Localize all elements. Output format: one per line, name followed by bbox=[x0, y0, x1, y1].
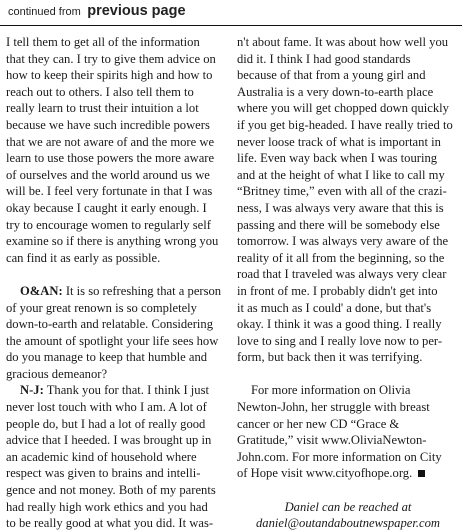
text-line: because of that from a young girl and bbox=[237, 68, 426, 83]
text-line: in front of me. I probably didn't get into bbox=[237, 283, 438, 298]
text-line: John.com. For more information on City bbox=[237, 449, 442, 464]
text-line: For more information on Olivia bbox=[251, 383, 411, 398]
text-line: of ourselves and the world around us we bbox=[6, 167, 210, 182]
text-line: reach out to others. I also tell them to bbox=[6, 84, 194, 99]
text-line: learn to use those powers the more aware bbox=[6, 151, 215, 166]
article-column-right bbox=[237, 34, 459, 532]
text-line: form, but back then it was terrifying. bbox=[237, 350, 423, 365]
text-line: do you manage to keep that humble and bbox=[6, 350, 208, 365]
text-line: if you get big-headed. I have really tried to bbox=[237, 117, 453, 132]
answer-first-line bbox=[6, 382, 229, 399]
text-line: okay because I caught it early enough. I bbox=[6, 200, 207, 215]
text-line: love to sing and I really love now to per- bbox=[237, 333, 443, 348]
text-line: can find it as early as possible. bbox=[6, 250, 161, 265]
text-line: gracious demeanor? bbox=[6, 366, 108, 381]
speaker-oan: O&AN: bbox=[20, 283, 63, 298]
continued-header bbox=[8, 2, 186, 20]
byline-line: Daniel can be reached at bbox=[284, 499, 412, 514]
text-line: how to keep their spirits high and how to bbox=[6, 68, 213, 83]
text-line: where you will get chopped down quickly bbox=[237, 101, 449, 116]
text-line: life. Even way back when I was touring bbox=[237, 151, 438, 166]
article-column-left bbox=[6, 34, 229, 532]
author-byline bbox=[237, 499, 459, 532]
text-line: of Hope visit www.cityofhope.org. bbox=[237, 466, 413, 481]
text-line: of your great renown is so completely bbox=[6, 300, 197, 315]
text-line: did it. I think I had good standards bbox=[237, 51, 411, 66]
text-line: that we are not aware of and the more we bbox=[6, 134, 215, 149]
paragraph-answer-continued bbox=[237, 34, 459, 366]
text-line: respect was given to brains and intelli- bbox=[6, 466, 201, 481]
last-info-line bbox=[237, 465, 459, 482]
text-line: try to encourage women to regularly self bbox=[6, 217, 211, 232]
text-line: n't about fame. It was about how well you bbox=[237, 35, 449, 49]
paragraph-gap bbox=[6, 266, 229, 283]
text-line: really learn to trust their intuition a lot bbox=[6, 101, 199, 116]
text-line: Australia is a very down-to-earth place bbox=[237, 84, 434, 99]
text-line: ness, I was always very aware that this is bbox=[237, 200, 444, 215]
text-line: the amount of spotlight your life sees how bbox=[6, 333, 219, 348]
text-line: people do, but I had a lot of really good bbox=[6, 416, 206, 431]
text-line: never loose track of what is important in bbox=[237, 134, 441, 149]
continued-from-label: continued from bbox=[8, 6, 81, 18]
previous-page-label: previous page bbox=[87, 3, 186, 19]
text-line: had really high work ethics and you had bbox=[6, 499, 208, 514]
text-line: tomorrow. I was always very aware of the bbox=[237, 234, 449, 249]
text-line: okay. I think it was a good thing. I really bbox=[237, 317, 442, 332]
text-line: advice that I heeded. I was brought up in bbox=[6, 433, 212, 448]
paragraph-gap bbox=[237, 366, 459, 383]
text-line: never lost touch with who I am. A lot of bbox=[6, 400, 207, 415]
more-info-paragraph bbox=[237, 382, 459, 482]
answer-text: Thank you for that. I think I just bbox=[43, 383, 209, 398]
text-line: down-to-earth and relatable. Considering bbox=[6, 317, 214, 332]
text-line: I tell them to get all of the information bbox=[6, 35, 200, 49]
text-line: Newton-John, her struggle with breast bbox=[237, 400, 430, 415]
text-line: because we have such incredible powers bbox=[6, 117, 210, 132]
end-mark-icon bbox=[418, 470, 425, 477]
text-line: road that I traveled was always very clear bbox=[237, 267, 447, 282]
text-line: reality of it all from the beginning, so the bbox=[237, 250, 445, 265]
text-line: to be really good at what you did. It was- bbox=[6, 516, 214, 531]
text-line: and at the height of what I like to call my bbox=[237, 167, 445, 182]
text-line: will be. I feel very fortunate in that I was bbox=[6, 184, 213, 199]
text-line: gence and not money. Both of my parents bbox=[6, 483, 216, 498]
text-line: passing and there will be somebody else bbox=[237, 217, 440, 232]
answer-nj bbox=[6, 382, 229, 531]
text-line: it as much as I could' a done, but that's bbox=[237, 300, 432, 315]
question-text: It is so refreshing that a person bbox=[62, 283, 222, 298]
question-oan bbox=[6, 283, 229, 383]
text-line: examine so if there is anything wrong you bbox=[6, 234, 219, 249]
question-first-line bbox=[6, 283, 229, 300]
text-line: an academic kind of household where bbox=[6, 449, 197, 464]
text-line: “Britney time,” even with all of the crazi- bbox=[237, 184, 447, 199]
text-line: cancer or her new CD “Grace & bbox=[237, 416, 400, 431]
speaker-nj: N-J: bbox=[20, 383, 44, 398]
paragraph-gap bbox=[237, 482, 459, 499]
text-line: Gratitude,” visit www.OliviaNewton- bbox=[237, 433, 427, 448]
paragraph-self-exam bbox=[6, 34, 229, 266]
header-rule bbox=[0, 25, 462, 26]
byline-email: daniel@outandaboutnewspaper.com bbox=[255, 516, 441, 531]
text-line: that they can. I try to give them advice on bbox=[6, 51, 216, 66]
